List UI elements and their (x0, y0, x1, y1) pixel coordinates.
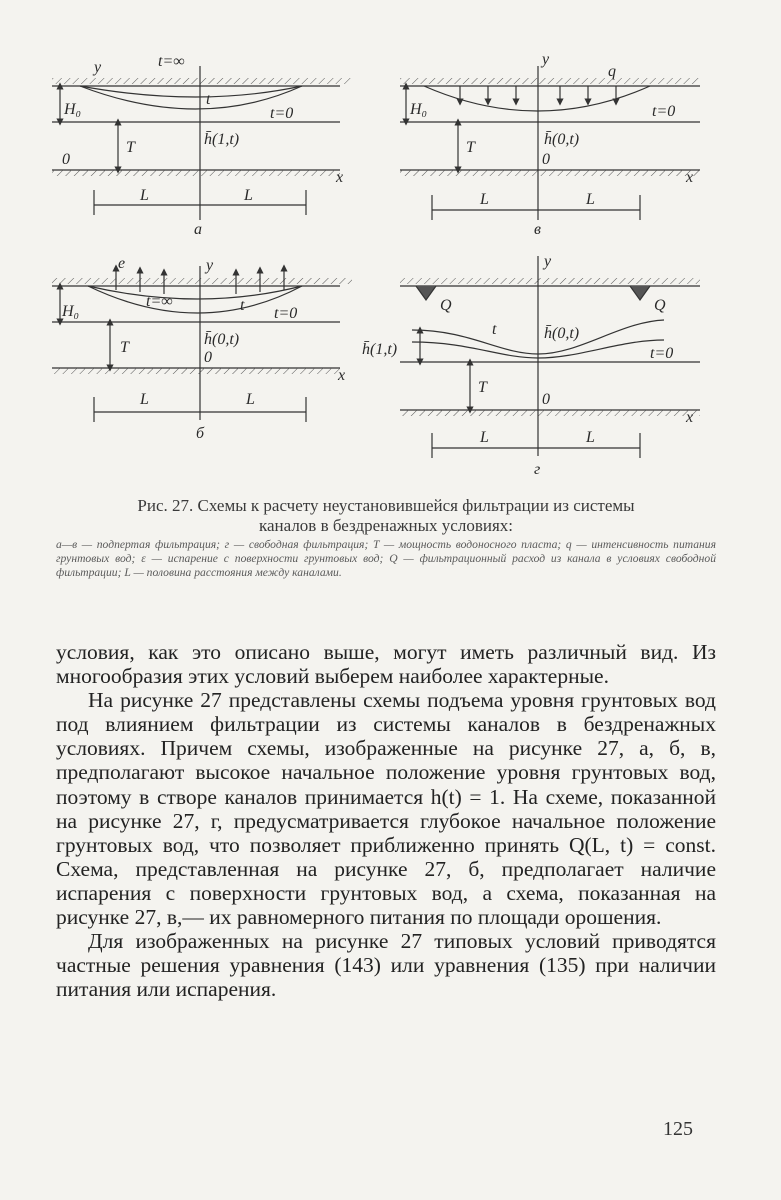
panel-b-h0-label: H₀ (62, 303, 80, 320)
panel-v-q-label: q (608, 63, 616, 80)
panel-v-letter: в (534, 221, 541, 238)
panel-v-h-label: h̄(0,t) (544, 131, 580, 148)
panel-v-y-label: y (542, 51, 550, 68)
panel-a-y-label: y (94, 59, 102, 76)
panel-a-t-label: t (206, 91, 211, 108)
panel-b-x-label: x (338, 367, 346, 384)
body-text (56, 640, 716, 1001)
panel-b-letter: б (196, 425, 205, 442)
paragraph-2: На рисунке 27 представлены схемы подъема уровня грунтовых вод под влиянием фильтрации из системы каналов в бездренажных условиях. Причем схемы, изображенные на рисунке 27, а, б, в, предполагают высокое начальное положение уровня грунтовых вод, поэтому в створе каналов принимается h(t) = 1. На схеме, показанной на рисунке 27, г, предусматривается глубокое начальное положение грунтовых вод, что позволяет приближенно принять Q(L, t) = const. Схема, представленная на рисунке 27, б, предполагает наличие испарения с поверхности грунтовых вод, а схема, показанная на рисунке 27, в,— их равномерного питания по площади орошения. (56, 688, 716, 930)
panel-a-L2-label: L (244, 187, 253, 204)
panel-g-T-label: T (478, 379, 487, 396)
panel-g-h-left-label: h̄(1,t) (362, 341, 398, 358)
panel-b-L1-label: L (140, 391, 149, 408)
panel-b-t0-label: t=0 (274, 305, 298, 322)
panel-g-L1-label: L (480, 429, 489, 446)
panel-v-t0-label: t=0 (652, 103, 676, 120)
panel-g-q1-label: Q (440, 297, 452, 314)
panel-g-origin-label: 0 (542, 391, 550, 408)
panel-g-t-label: t (492, 321, 497, 338)
paragraph-3: Для изображенных на рисунке 27 типовых условий приводятся частные решения уравнения (143) или уравнения (135) при наличии питания или испарения. (56, 929, 716, 1002)
panel-a (52, 66, 352, 220)
panel-g-x-label: x (686, 409, 694, 426)
panel-a-L1-label: L (140, 187, 149, 204)
panel-v-x-label: x (686, 169, 694, 186)
panel-a-t0-label: t=0 (270, 105, 294, 122)
figure-27 (40, 40, 740, 480)
panel-g-t0-label: t=0 (650, 345, 674, 362)
panel-b-y-label: y (206, 257, 214, 274)
caption-line-2: каналов в бездренажных условиях: (258, 516, 513, 535)
page-number: 125 (663, 1118, 693, 1140)
panel-b-L2-label: L (246, 391, 255, 408)
panel-b-origin-label: 0 (204, 349, 212, 366)
panel-v-origin-label: 0 (542, 151, 550, 168)
panel-v-L2-label: L (586, 191, 595, 208)
panel-v-h0-label: H₀ (410, 101, 428, 118)
panel-b-T-label: T (120, 339, 129, 356)
panel-g-L2-label: L (586, 429, 595, 446)
panel-b (52, 266, 352, 422)
panel-a-t-inf-label: t=∞ (158, 53, 185, 70)
panel-v-L1-label: L (480, 191, 489, 208)
panel-a-T-label: T (126, 139, 135, 156)
caption-line-1: Рис. 27. Схемы к расчету неустановившейся фильтрации из системы (137, 496, 635, 515)
panel-b-h-label: h̄(0,t) (204, 331, 240, 348)
panel-a-h-label: h̄(1,t) (204, 131, 240, 148)
panel-b-e-label: e (118, 255, 126, 272)
panel-b-t-label: t (240, 297, 245, 314)
panel-a-letter: а (194, 221, 202, 238)
panel-g-h-label: h̄(0,t) (544, 325, 580, 342)
panel-a-x-label: x (336, 169, 344, 186)
panel-g-y-label: y (544, 253, 552, 270)
panel-v-T-label: T (466, 139, 475, 156)
paragraph-1: условия, как это описано выше, могут иметь различный вид. Из многообразия этих условий выберем наиболее характерные. (56, 640, 716, 689)
panel-b-t-inf-label: t=∞ (146, 293, 173, 310)
panel-a-h0-label: H₀ (64, 101, 82, 118)
figure-legend: а—в — подпертая фильтрация; г — свободная фильтрация; T — мощность водоносного пласта; q — интенсивность питания грунтовых вод; ε — испарение с поверхности грунтовых вод; Q — фильтрационный расход из канала в условиях свободной фильтрации; L — половина расстояния между каналами. (56, 538, 716, 579)
panel-g-letter: г (534, 461, 541, 478)
figure-27-schemes (40, 40, 740, 480)
panel-a-origin-label: 0 (62, 151, 70, 168)
figure-caption (56, 496, 716, 536)
panel-g-q2-label: Q (654, 297, 666, 314)
